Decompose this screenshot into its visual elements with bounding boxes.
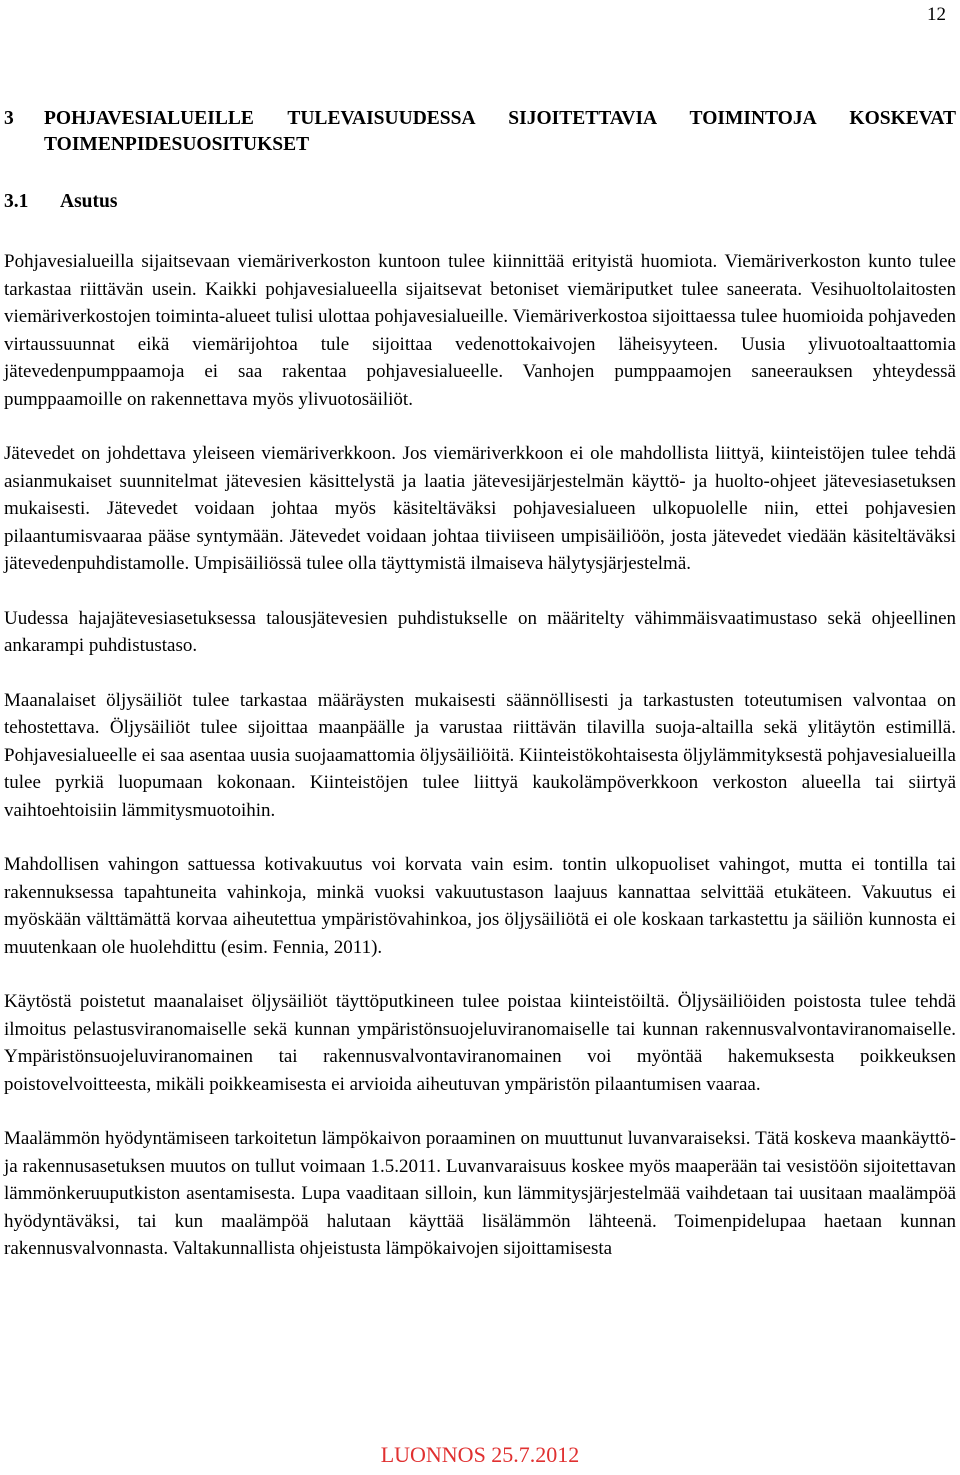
section-number: 3 [4,108,14,129]
paragraph-geothermal: Maalämmön hyödyntämiseen tarkoitetun lämpökaivon poraaminen on muuttunut luvanvaraiseksi. Tätä koskeva maankäyttö- ja rakennusasetuksen muutos on tullut voimaan 1.5.2011. Luvanvaraisuus koskee myös maaperään tai vesistöön sijoitettavan lämmönkeruuputkiston asentamisesta. Lupa vaaditaan silloin, kun lämmitysjärjestelmää vaihdetaan tai uusitaan maalämpöä hyödyntäväksi, tai kun maalämpöä halutaan käyttää lisälämmön lähteenä. Toimenpidelupaa haetaan kunnan rakennusvalvonnasta. Valtakunnallista ohjeistusta lämpökaivojen sijoittamisesta [4,1128,956,1259]
paragraph-sewer-network: Pohjavesialueilla sijaitsevaan viemäriverkoston kuntoon tulee kiinnittää erityistä huomiota. Viemäriverkoston kunto tulee tarkastaa riittävän usein. Kaikki pohjavesialueella sijaitsevat betoniset viemäriputket tulee saneerata. Vesihuoltolaitosten viemäriverkostojen toiminta-alueet tulisi ulottaa pohjavesialueille. Viemäriverkostoa sijoittaessa tulee huomioida pohjaveden virtaussuunnat eikä viemärijohtoa tule sijoittaa vedenottokaivojen läheisyyteen. Uusia ylivuotoaltaattomia jätevedenpumppaamoja ei saa rakentaa pohjavesialueelle. Vanhojen pumppaamojen saneerauksen yhteydessä pumppaamoille on rakennettava myös ylivuotosäiliöt. [4,251,956,410]
subsection-number: 3.1 [4,191,29,212]
paragraph-tank-removal: Käytöstä poistetut maanalaiset öljysäiliöt täyttöputkineen tulee poistaa kiinteistöiltä. Öljysäiliöiden poistosta tulee tehdä ilmoitus pelastusviranomaiselle sekä kunnan ympäristönsuojeluviranomaiselle tai kunnan rakennusvalvontaviranomaiselle. Ympäristönsuojeluviranomainen tai rakennusvalvontaviranomainen voi myöntää hakemuksesta poikkeuksen poistovelvoitteesta, mikäli poikkeamisesta ei arvioida aiheutuvan ympäristön pilaantumisen vaaraa. [4,991,956,1095]
subsection-title: Asutus [60,191,118,212]
document-body [4,106,956,1263]
paragraph-insurance: Mahdollisen vahingon sattuessa kotivakuutus voi korvata vain esim. tontin ulkopuoliset vahingot, mutta ei tontilla tai rakennuksessa tapahtuneita vahinkoja, minkä vuoksi vakuutustason laajuus kannattaa selvittää etukäteen. Vakuutus ei myöskään välttämättä korvaa aiheutettua ympäristövahinkoa, jos öljysäiliötä ei ole koskaan tarkastettu ja säiliön kunnosta ei muutenkaan ole huolehdittu (esim. Fennia, 2011). [4,854,956,958]
page-number: 12 [927,4,946,25]
draft-stamp: LUONNOS 25.7.2012 [380,1442,580,1467]
section-heading [4,106,956,158]
paragraph-sparse-settlement-decree: Uudessa hajajätevesiasetuksessa talousjätevesien puhdistukselle on määritelty vähimmäisvaatimustaso sekä ohjeellinen ankarampi puhdistustaso. [4,607,956,656]
subsection-heading [4,189,956,215]
paragraph-oil-tanks: Maanalaiset öljysäiliöt tulee tarkastaa määräysten mukaisesti säännöllisesti ja tarkastusten toteutumisen valvontaa on tehostettava. Öljysäiliöt tulee sijoittaa maanpäälle ja varustaa riittävän tilavilla suoja-altailla sekä ylitäytön estimillä. Pohjavesialueelle ei saa asentaa uusia suojaamattomia öljysäiliöitä. Kiinteistökohtaisesta öljylämmityksestä pohjavesialueilla tulee pyrkiä luopumaan kokonaan. Kiinteistöjen tulee liittyä kaukolämpöverkkoon verkoston alueella tai siirtyä vaihtoehtoisiin lämmitysmuotoihin. [4,689,956,821]
section-title: POHJAVESIALUEILLE TULEVAISUUDESSA SIJOITETTAVIA TOIMINTOJA KOSKEVAT TOIMENPIDESUOSITUKSET [44,108,956,155]
paragraph-wastewater: Jätevedet on johdettava yleiseen viemäriverkkoon. Jos viemäriverkkoon ei ole mahdollista liittyä, kiinteistöjen tulee tehdä asianmukaiset suunnitelmat jätevesien käsittelystä ja laatia jätevesijärjestelmän käyttö- ja huolto-ohjeet jätevesiasetuksen mukaisesti. Jätevedet voidaan johtaa myös käsiteltäväksi pohjavesialueen ulkopuolelle niin, ettei pohjavesien pilaantumisvaaraa pääse syntymään. Jätevedet voidaan johtaa tiiviiseen umpisäiliöön, josta jätevedet viedään käsiteltäväksi jätevedenpuhdistamolle. Umpisäiliössä tulee olla täyttymistä ilmaiseva hälytysjärjestelmä. [4,443,956,574]
